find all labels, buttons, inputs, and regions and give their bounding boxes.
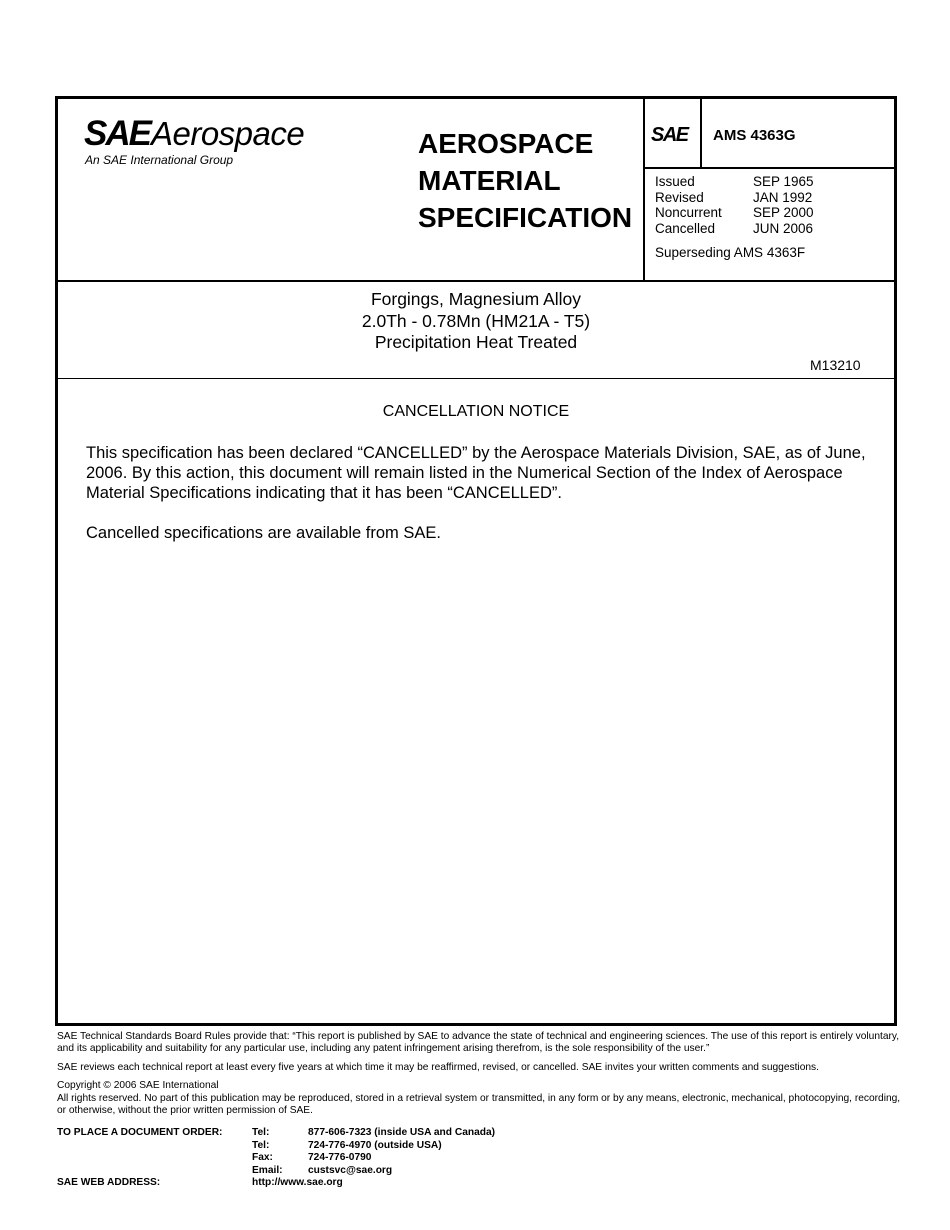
header-row [58,99,894,282]
date-value: JUN 2006 [753,221,814,237]
spec-code-box [645,99,896,169]
order-row [57,1177,495,1190]
title-line: MATERIAL [418,165,561,196]
contact-label: Fax: [252,1152,273,1164]
date-row-issued [655,174,814,190]
date-value: SEP 1965 [753,174,814,189]
subject-title [58,289,894,354]
logo-aerospace-text: Aerospace [150,115,305,152]
order-row [57,1140,495,1153]
date-row-revised [655,190,814,206]
divider [700,99,702,167]
order-label: TO PLACE A DOCUMENT ORDER: [57,1127,223,1138]
logo-sae-text: SAE [84,114,150,153]
subject-code: M13210 [810,357,861,373]
ams-code: AMS 4363G [713,127,796,144]
date-label: Cancelled [655,221,716,237]
web-link[interactable]: http://www.sae.org [252,1177,343,1189]
date-row-cancelled [655,221,814,237]
date-list [655,174,814,237]
footer-copyright: Copyright © 2006 SAE International [57,1080,219,1092]
footer-rights: All rights reserved. No part of this publication may be reproduced, stored in a retrieval system or transmitted, in any form or by any means, electronic, mechanical, photocopying, recording, or otherwise, without the prior written permission of SAE. [57,1092,901,1117]
notice-body [86,443,876,563]
date-label: Noncurrent [655,205,722,221]
contact-value: 877-606-7323 (inside USA and Canada) [308,1127,496,1138]
legal-footer [57,1031,902,1123]
footer-review: SAE reviews each technical report at least every five years at which time it may be reaffirmed, revised, or cancelled. SAE invites your written comments and suggestions. [57,1061,819,1073]
document-type-title [418,125,632,236]
contact-label: Tel: [252,1139,270,1151]
contact-value: 724-776-4970 (outside USA) [308,1139,442,1151]
web-label: SAE WEB ADDRESS: [57,1177,161,1189]
subject-line: 2.0Th - 0.78Mn (HM21A - T5) [361,310,591,331]
notice-paragraph: Cancelled specifications are available from SAE. [86,524,441,542]
order-row [57,1152,495,1165]
date-label: Revised [655,189,704,205]
order-info [57,1127,495,1190]
date-label: Issued [655,174,695,189]
notice-heading: CANCELLATION NOTICE [382,403,570,420]
title-line: SPECIFICATION [418,202,633,233]
spec-info-panel [643,99,896,280]
footer-rules: SAE Technical Standards Board Rules provide that: “This report is published by SAE to advance the state of technical and engineering sciences. The use of this report is entirely voluntary, and its applicability and suitability for any particular use, including any patent infringement arising therefrom, is the sole responsibility of the user.” [57,1031,900,1055]
date-value: JAN 1992 [753,189,813,205]
order-row [57,1165,495,1178]
date-value: SEP 2000 [753,205,814,221]
contact-label: Tel: [252,1127,270,1138]
contact-value: custsvc@sae.org [308,1164,393,1176]
order-row [57,1127,495,1140]
subject-line: Forgings, Magnesium Alloy [370,289,582,309]
specification-frame [55,96,897,1026]
subject-line: Precipitation Heat Treated [374,332,578,352]
sae-aerospace-logo [84,116,324,166]
date-row-noncurrent [655,205,814,221]
notice-paragraph: This specification has been declared “CANCELLED” by the Aerospace Materials Division, SAE, as of June, 2006. By this action, this document will remain listed in the Numerical Section of the Index of Aerospace Material Specifications indicating that it has been “CANCELLED”. [86,444,866,502]
section-divider [58,378,894,379]
superseding-note: Superseding AMS 4363F [655,245,806,260]
contact-label: Email: [252,1164,283,1176]
contact-value: 724-776-0790 [308,1152,372,1164]
title-line: AEROSPACE [418,128,594,159]
sae-small-logo: SAE [651,124,688,146]
logo-subtitle: An SAE International Group [85,153,234,167]
